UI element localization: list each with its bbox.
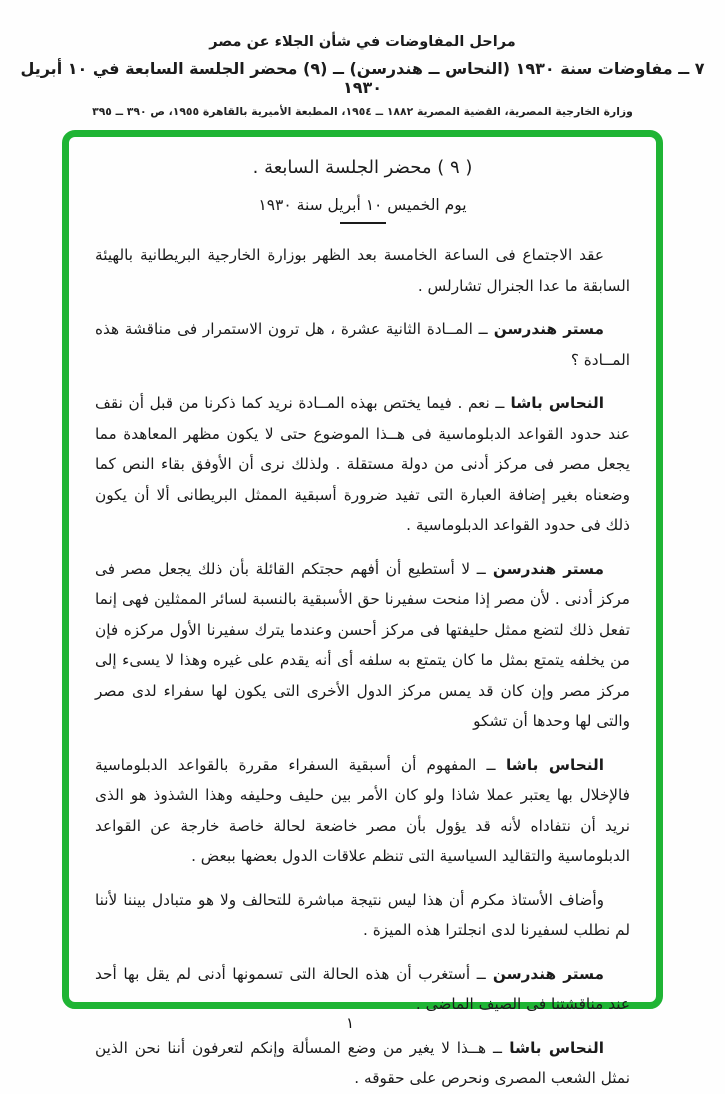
speaker-name: مستر هندرسن (485, 559, 605, 578)
document-frame (62, 130, 663, 1087)
paragraph: عقد الاجتماع فى الساعة الخامسة بعد الظهر بوزارة الخارجية البريطانية بالهيئة السابقة ما عدا الجنرال تشارلس . (95, 246, 630, 295)
date-underline-rule (340, 222, 386, 224)
speaker-name: النحاس باشا (495, 755, 604, 774)
paragraph: النحاس باشا ــ هــذا لا يغير من وضع المسألة وإنكم لتعرفون أننا نحن الذين نمثل الشعب المصرى ونحرص على حقوقه . (95, 1038, 630, 1087)
header-title: مراحل المفاوضات في شأن الجلاء عن مصر (209, 34, 516, 50)
paragraph: النحاس باشا ــ المفهوم أن أسبقية السفراء مقررة بالقواعد الدبلوماسية فالإخلال بها يعتبر عملا شاذا ولو كان الأمر بين حليف وحليفه وهذا الشذوذ هو الذى نريد أن نتفاداه لأنه قد يؤول بأن مصر خاضعة لحالة خاصة خارجة عن القواعد الدبلوماسية والتقاليد السياسية التى تنظم علاقات الدول بعضها ببعض . (95, 755, 630, 865)
paragraph: وأضاف الأستاذ مكرم أن هذا ليس نتيجة مباشرة للتحالف ولا هو متبادل بيننا لأننا لم نطلب لسفيرنا لدى انجلترا هذه الميزة . (95, 890, 630, 939)
document-body (95, 240, 630, 1094)
speaker-name: مستر هندرسن (485, 964, 605, 983)
paragraph: النحاس باشا ــ نعم . فيما يختص بهذه المــادة نريد كما ذكرنا من قبل أن نقف عند حدود القواعد الدبلوماسية فى هــذا الموضوع حتى لا يكون مظهر المعاهدة مما يجعل مصر فى مركز أدنى من دولة مستقلة . ولذلك نرى أن الأوفق بقاء النص كما وضعناه بغير إضافة العبارة التى تفيد ضرورة أسبقية الممثل البريطانى ألا أن يكون ذلك فى حدود القواعد الدبلوماسية . (95, 394, 630, 534)
speaker-name: مستر هندرسن (487, 320, 604, 338)
paragraph: مستر هندرسن ــ لا أستطيع أن أفهم حجتكم القائلة بأن ذلك يجعل مصر فى مركز أدنى . لأن مصر إذا منحت سفيرنا حق الأسبقية بالنسبة لسائر الممثلين فهى إنما تفعل ذلك لتضع ممثل حليفتها فى مركز أحسن وعندما يترك سفيرنا الأول مركزه فإن من يخلفه يتمتع بمثل ما كان يتمتع به سلفه أى أنه يقدم على غيره وهذا لا يسىء إلى مركز مصر وإن كان قد يمس مركز الدول الأخرى التى يكون لها سفراء لدى مصر والتى لها وحدها أن تشكو (95, 559, 630, 730)
speaker-name: النحاس باشا (501, 1038, 604, 1057)
paragraph: مستر هندرسن ــ أستغرب أن هذه الحالة التى تسمونها أدنى لم يقل بها أحد عند مناقشتنا فى الصيف الماضى . (95, 964, 630, 1013)
speaker-name: النحاس باشا (504, 394, 604, 412)
page-header (0, 34, 725, 118)
paragraph: مستر هندرسن ــ المــادة الثانية عشرة ، هل ترون الاستمرار فى مناقشة هذه المــادة ؟ (95, 320, 630, 369)
header-subtitle: ٧ ــ مفاوضات سنة ١٩٣٠ (النحاس ــ هندرسن) ــ (٩) محضر الجلسة السابعة في ١٠ أبريل ١٩٣٠ (20, 59, 705, 97)
session-heading: ( ٩ ) محضر الجلسة السابعة . (252, 157, 473, 178)
page-number: ١ (345, 1014, 355, 1032)
header-source-citation: وزارة الخارجية المصرية، القضية المصرية ١٨٨٢ ــ ١٩٥٤، المطبعة الأميرية بالقاهرة ١٩٥٥، ص ٣٩٠ ــ ٣٩٥ (92, 105, 633, 118)
session-date: يوم الخميس ١٠ أبريل سنة ١٩٣٠ (258, 196, 467, 214)
